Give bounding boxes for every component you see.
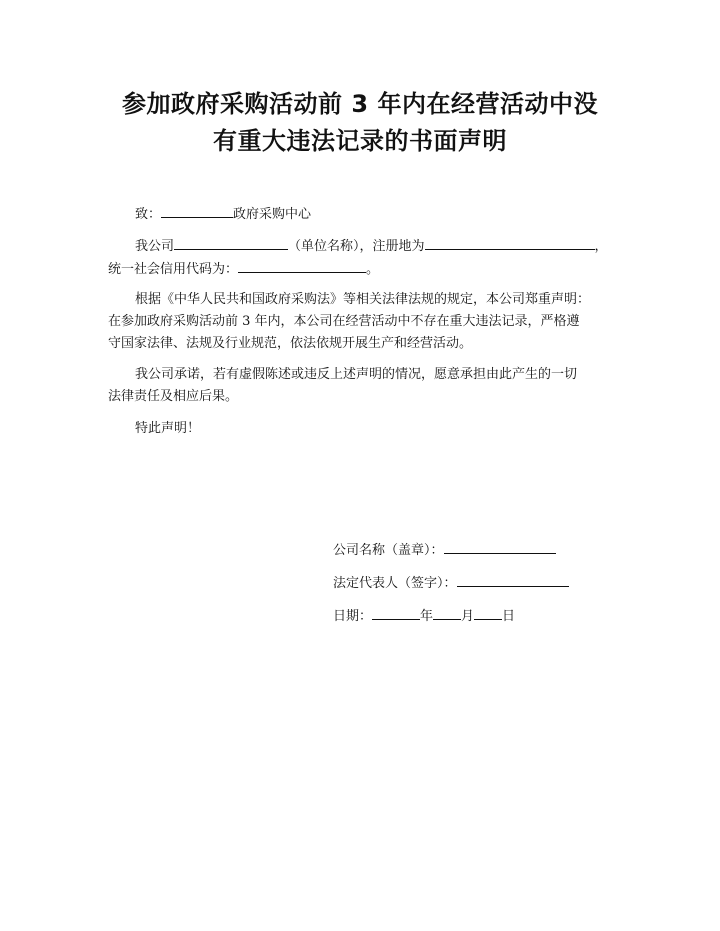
day-label: 日 xyxy=(502,609,516,624)
purchaser-blank[interactable] xyxy=(161,204,233,218)
year-label: 年 xyxy=(420,609,434,624)
addressee-line xyxy=(135,204,311,224)
closing-statement: 特此声明！ xyxy=(135,421,201,436)
day-blank[interactable] xyxy=(474,606,502,620)
company-seal-label: 公司名称（盖章）： xyxy=(333,543,444,558)
credit-code-label: 统一社会信用代码为： xyxy=(108,262,239,277)
company-prefix: 我公司 xyxy=(135,239,175,254)
unit-name-hint: （单位名称），注册地为 xyxy=(288,239,425,254)
registered-address-blank[interactable] xyxy=(425,236,595,250)
declaration-line-3: 守国家法律、法规及行业规范，依法依规开展生产和经营活动。 xyxy=(108,336,473,351)
commitment-line-1: 我公司承诺，若有虚假陈述或违反上述声明的情况，愿意承担由此产生的一切 xyxy=(135,367,578,382)
declaration-line-1: 根据《中华人民共和国政府采购法》等相关法律法规的规定，本公司郑重声明： xyxy=(135,292,591,307)
company-name-blank[interactable] xyxy=(174,236,288,250)
representative-row xyxy=(333,573,569,593)
company-info-line-2 xyxy=(108,259,379,279)
company-info-period: 。 xyxy=(366,262,380,277)
company-seal-blank[interactable] xyxy=(444,540,556,554)
representative-label: 法定代表人（签字）： xyxy=(333,576,457,591)
date-row xyxy=(333,606,515,626)
document-title-line-2: 有重大违法记录的书面声明 xyxy=(213,127,507,155)
company-info-line-1 xyxy=(135,236,608,256)
year-blank[interactable] xyxy=(372,606,420,620)
addressee-prefix: 致： xyxy=(135,207,162,222)
declaration-line-2: 在参加政府采购活动前 3 年内，本公司在经营活动中不存在重大违法记录，严格遵 xyxy=(108,314,580,329)
month-blank[interactable] xyxy=(433,606,461,620)
company-seal-row xyxy=(333,540,556,560)
company-info-comma: ， xyxy=(594,239,608,254)
credit-code-blank[interactable] xyxy=(238,259,366,273)
representative-blank[interactable] xyxy=(457,573,569,587)
month-label: 月 xyxy=(461,609,475,624)
commitment-line-2: 法律责任及相应后果。 xyxy=(108,389,239,404)
document-title-line-1: 参加政府采购活动前 3 年内在经营活动中没 xyxy=(122,90,598,118)
date-label: 日期： xyxy=(333,609,373,624)
addressee-suffix: 政府采购中心 xyxy=(233,207,312,222)
